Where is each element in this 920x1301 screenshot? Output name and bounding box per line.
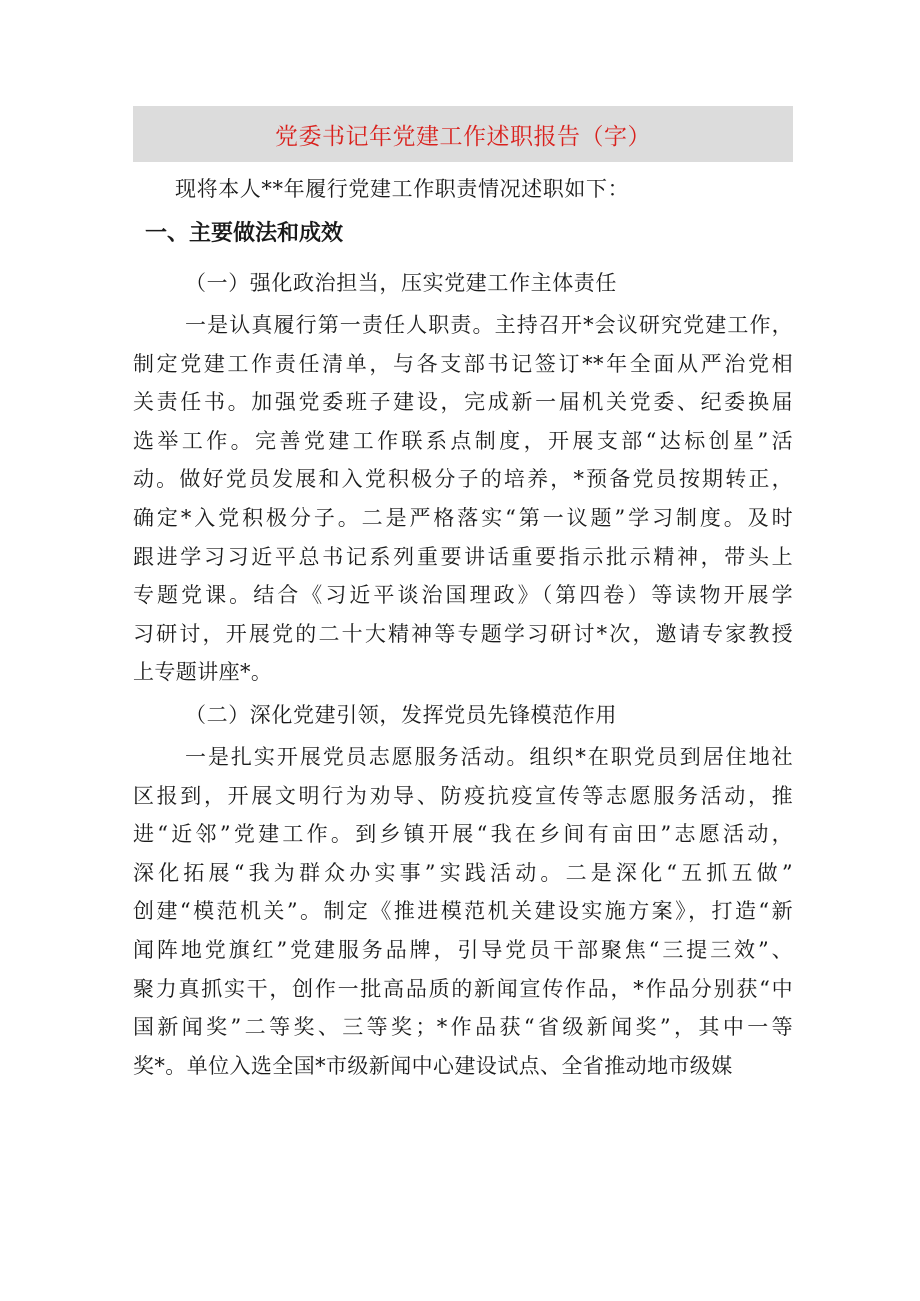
paragraph-line: 创建“模范机关”。制定《推进模范机关建设实施方案》，打造“新: [133, 899, 793, 924]
paragraph-line: 习研讨，开展党的二十大精神等专题学习研讨*次，邀请专家教授: [133, 621, 793, 646]
paragraph-line: 动。做好党员发展和入党积极分子的培养，*预备党员按期转正，: [133, 467, 793, 492]
paragraph-line: 区报到，开展文明行为劝导、防疫抗疫宣传等志愿服务活动，推: [133, 783, 793, 808]
paragraph-line: 闻阵地党旗红”党建服务品牌，引导党员干部聚焦“三提三效”、: [133, 937, 793, 962]
paragraph-line: 选举工作。完善党建工作联系点制度，开展支部“达标创星”活: [133, 428, 793, 453]
subsection-heading: （一）强化政治担当，压实党建工作主体责任: [185, 271, 617, 295]
paragraph-line: 深化拓展“我为群众办实事”实践活动。二是深化“五抓五做”: [133, 860, 793, 885]
paragraph: [133, 738, 793, 1085]
paragraph-line: 专题党课。结合《习近平谈治国理政》（第四卷）等读物开展学: [133, 583, 793, 608]
paragraph: [133, 306, 793, 692]
paragraph-line: 一是扎实开展党员志愿服务活动。组织*在职党员到居住地社: [185, 744, 793, 769]
intro-paragraph: 现将本人**年履行党建工作职责情况述职如下：: [175, 177, 630, 201]
section-heading: 一、主要做法和成效: [145, 221, 344, 246]
paragraph-line: 确定*入党积极分子。二是严格落实“第一议题”学习制度。及时: [133, 505, 793, 530]
title-banner: [133, 106, 793, 162]
document-body: [133, 170, 793, 1085]
paragraph-line: 跟进学习习近平总书记系列重要讲话重要指示批示精神，带头上: [133, 544, 793, 569]
paragraph-line: 奖*。单位入选全国*市级新闻中心建设试点、全省推动地市级媒: [133, 1053, 733, 1078]
paragraph-line: 上专题讲座*。: [133, 660, 273, 685]
paragraph-line: 制定党建工作责任清单，与各支部书记签订**年全面从严治党相: [133, 351, 793, 376]
paragraph-line: 进“近邻”党建工作。到乡镇开展“我在乡间有亩田”志愿活动，: [133, 822, 793, 847]
paragraph-line: 一是认真履行第一责任人职责。主持召开*会议研究党建工作，: [185, 313, 793, 337]
paragraph-line: 关责任书。加强党委班子建设，完成新一届机关党委、纪委换届: [133, 390, 793, 415]
paragraph-line: 国新闻奖”二等奖、三等奖；*作品获“省级新闻奖”，其中一等: [133, 1015, 793, 1040]
document-title: 党委书记年党建工作述职报告（字）: [275, 123, 651, 150]
subsection-heading: （二）深化党建引领，发挥党员先锋模范作用: [185, 702, 617, 727]
paragraph-line: 聚力真抓实干，创作一批高品质的新闻宣传作品，*作品分别获“中: [133, 976, 793, 1001]
